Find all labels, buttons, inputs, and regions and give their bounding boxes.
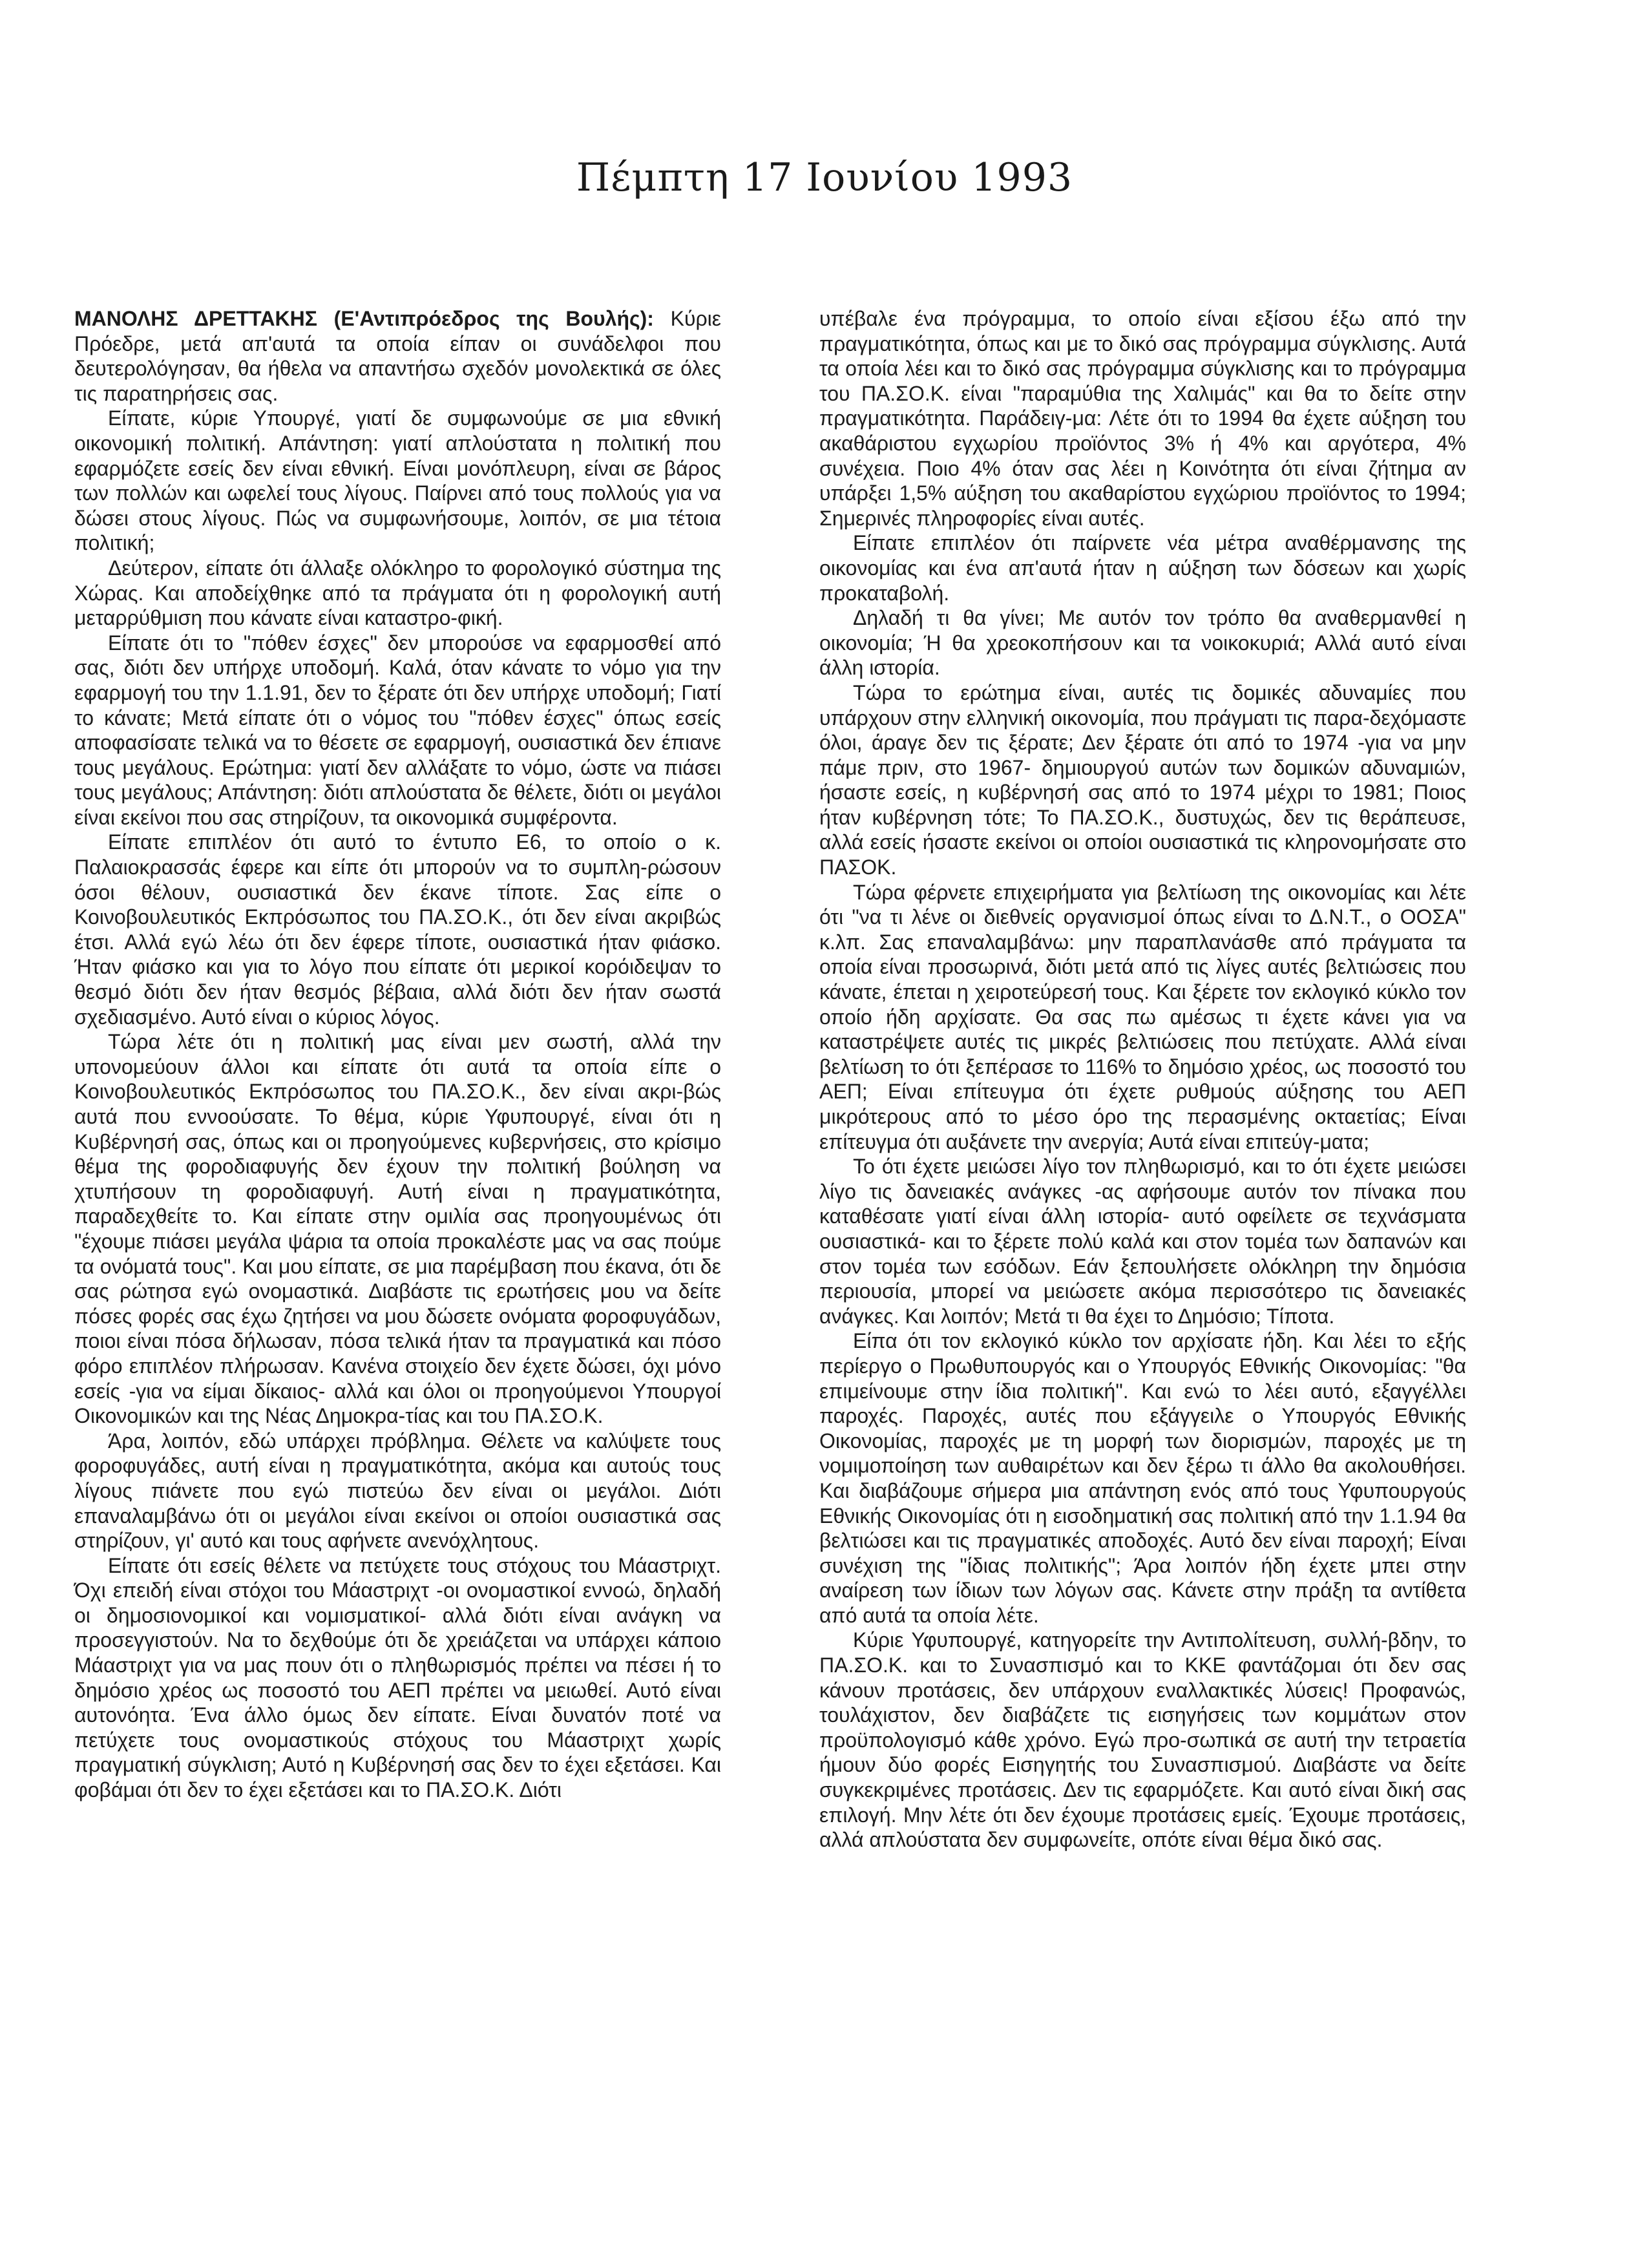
paragraph: Είπατε επιπλέον ότι αυτό το έντυπο Ε6, το οποίο ο κ. Παλαιοκρασσάς έφερε και είπε ότι μπορούν να το συμπλη-ρώσουν όσοι θέλουν, ουσιαστικά δεν έκανε τίποτε. Σας είπε ο Κοινοβουλευτικός Εκπρόσωπος του ΠΑ.ΣΟ.Κ., ότι δεν είναι ακριβώς έτσι. Αλλά εγώ λέω ότι δεν έφερε τίποτε, ουσιαστικά ήταν φιάσκο. Ήταν φιάσκο και για το λόγο που είπατε ότι μερικοί κορόιδεψαν το θεσμό διότι δεν ήταν θεσμός βέβαια, αλλά διότι δεν ήταν σωστά σχεδιασμένο. Αυτό είναι ο κύριος λόγος.	[74, 830, 721, 1029]
paragraph: Είπατε, κύριε Υπουργέ, γιατί δε συμφωνούμε σε μια εθνική οικονομική πολιτική. Απάντηση: γιατί απλούστατα η πολιτική που εφαρμόζετε εσείς δεν είναι εθνική. Είναι μονόπλευρη, είναι σε βάρος των πολλών και ωφελεί τους λίγους. Παίρνει από τους πολλούς για να δώσει στους λίγους. Πώς να συμφωνήσουμε, λοιπόν, σε μια τέτοια πολιτική;	[74, 406, 721, 555]
paragraph: Τώρα το ερώτημα είναι, αυτές τις δομικές αδυναμίες που υπάρχουν στην ελληνική οικονομία, που πράγματι τις παρα-δεχόμαστε όλοι, άραγε δεν τις ξέρατε; Δεν ξέρατε ότι από το 1974 -για να μην πάμε πριν, στο 1967- δημιουργού αυτών των δομικών αδυναμιών, ήσαστε εσείς, η κυβέρνησή σας από το 1974 μέχρι το 1981; Ποιος ήταν κυβέρνηση τότε; Το ΠΑ.ΣΟ.Κ., δυστυχώς, δεν τις θεράπευσε, αλλά εσείς ήσαστε εκείνοι οι οποίοι ουσιαστικά τις κληρονομήσατε στο ΠΑΣΟΚ.	[819, 680, 1466, 879]
continuation-paragraph: υπέβαλε ένα πρόγραμμα, το οποίο είναι εξίσου έξω από την πραγματικότητα, όπως και με το δικό σας πρόγραμμα σύγκλισης. Αυτά τα οποία λέει και το δικό σας πρόγραμμα σύγκλισης και το πρόγραμμα του ΠΑ.ΣΟ.Κ. είναι "παραμύθια της Χαλιμάς" και θα το δείτε στην πραγματικότητα. Παράδειγ-μα: Λέτε ότι το 1994 θα έχετε αύξηση του ακαθάριστου εγχωρίου προϊόντος 3% ή 4% και αργότερα, 4% συνέχεια. Ποιο 4% όταν σας λέει η Κοινότητα ότι είναι ζήτημα αν υπάρξει 1,5% αύξηση του ακαθαρίστου εγχώριου προϊόντος το 1994; Σημερινές πληροφορίες είναι αυτές.	[819, 307, 1466, 530]
paragraph: Είπατε ότι το "πόθεν έσχες" δεν μπορούσε να εφαρμοσθεί από σας, διότι δεν υπήρχε υποδομή. Καλά, όταν κάνατε το νόμο για την εφαρμογή του την 1.1.91, δεν το ξέρατε ότι δεν υπήρχε υποδομή; Γιατί το κάνατε; Μετά είπατε ότι ο νόμος του "πόθεν έσχες" όπως εσείς αποφασίσατε τελικά να το θέσετε σε εφαρμογή, ουσιαστικά δεν έπιανε τους μεγάλους. Ερώτημα: γιατί δεν αλλάξατε το νόμο, ώστε να πιάσει τους μεγάλους; Απάντηση: διότι απλούστατα δε θέλετε, διότι οι μεγάλοι είναι εκείνοι που σας στηρίζουν, τα οικονομικά συμφέροντα.	[74, 631, 721, 829]
paragraph: Είπατε ότι εσείς θέλετε να πετύχετε τους στόχους του Μάαστριχτ. Όχι επειδή είναι στόχοι του Μάαστριχτ -οι ονομαστικοί εννοώ, δηλαδή οι δημοσιονομικοί και νομισματικοί- αλλά διότι είναι ανάγκη να προσεγγιστούν. Να το δεχθούμε ότι δε χρειάζεται να υπάρχει κάποιο Μάαστριχτ για να μας πουν ότι ο πληθωρισμός πρέπει να πέσει ή το δημόσιο χρέος ως ποσοστό του ΑΕΠ πρέπει να μειωθεί. Αυτό είναι αυτονόητα. Ένα άλλο όμως δεν είπατε. Είναι δυνατόν ποτέ να πετύχετε τους ονομαστικούς στόχους του Μάαστριχτ χωρίς πραγματική σύγκλιση; Αυτό η Κυβέρνησή σας δεν το έχει εξετάσει. Και φοβάμαι ότι δεν το έχει εξετάσει και το ΠΑ.ΣΟ.Κ. Διότι	[74, 1553, 721, 1802]
paragraph: Τώρα λέτε ότι η πολιτική μας είναι μεν σωστή, αλλά την υπονομεύουν άλλοι και είπατε ότι αυτά τα οποία είπε ο Κοινοβουλευτικός Εκπρόσωπος του ΠΑ.ΣΟ.Κ., δεν είναι ακρι-βώς αυτά που εννοούσατε. Το θέμα, κύριε Υφυπουργέ, είναι ότι η Κυβέρνησή σας, όπως και οι προηγούμενες κυβερνήσεις, στο κρίσιμο θέμα της φοροδιαφυγής δεν έχουν την πολιτική βούληση να χτυπήσουν τη φοροδιαφυγή. Αυτή είναι η πραγματικότητα, παραδεχθείτε το. Και είπατε στην ομιλία σας προηγουμένως ότι "έχουμε πιάσει μεγάλα ψάρια τα οποία προκαλέστε μας να σας πούμε τα ονόματά τους". Και μου είπατε, σε μια παρέμβαση που έκανα, ότι δε σας ρώτησα εγώ ονομαστικά. Διαβάστε τις ερωτήσεις μου να δείτε πόσες φορές σας έχω ζητήσει να μου δώσετε ονόματα φοροφυγάδων, ποιοι είναι πόσα δήλωσαν, πόσα τελικά ήταν τα πραγματικά και πόσο φόρο επιπλέον πλήρωσαν. Κανένα στοιχείο δεν έχετε δώσει, όχι μόνο εσείς -για να είμαι δίκαιος- αλλά και όλοι οι προηγούμενοι Υπουργοί Οικονομικών και της Νέας Δημοκρα-τίας και του ΠΑ.ΣΟ.Κ.	[74, 1030, 721, 1428]
paragraph: Δεύτερον, είπατε ότι άλλαξε ολόκληρο το φορολογικό σύστημα της Χώρας. Και αποδείχθηκε από τα πράγματα ότι η φορολογική αυτή μεταρρύθμιση που κάνατε είναι καταστρο-φική.	[74, 556, 721, 630]
page-title: Πέμπτη 17 Ιουνίου 1993	[576, 155, 1073, 200]
paragraph: Είπα ότι τον εκλογικό κύκλο τον αρχίσατε ήδη. Και λέει το εξής περίεργο ο Πρωθυπουργός και ο Υπουργός Εθνικής Οικονομίας: "θα επιμείνουμε στην ίδια πολιτική". Και ενώ το λέει αυτό, εξαγγέλλει παροχές. Παροχές, αυτές που εξάγγειλε ο Υπουργός Εθνικής Οικονομίας, παροχές με τη μορφή των διορισμών, παροχές με τη νομιμοποίηση των αυθαιρέτων και δεν ξέρω τι άλλο θα ακολουθήσει. Και διαβάζουμε σήμερα μια απάντηση ενός από τους Υφυπουργούς Εθνικής Οικονομίας ότι η εισοδηματική σας πολιτική από την 1.1.94 θα βελτιώσει και τις πραγματικές αποδοχές. Αυτό δεν είναι παροχή; Είναι συνέχιση της "ίδιας πολιτικής"; Άρα λοιπόν ήδη έχετε μπει στην αναίρεση των ίδιων των λόγων σας. Κάνετε στην πράξη τα αντίθετα από αυτά τα οποία λέτε.	[819, 1329, 1466, 1627]
paragraph: Άρα, λοιπόν, εδώ υπάρχει πρόβλημα. Θέλετε να καλύψετε τους φοροφυγάδες, αυτή είναι η πραγματικότητα, ακόμα και αυτούς τους λίγους πιάνετε που εγώ πιστεύω δεν είναι οι μεγάλοι. Διότι επαναλαμβάνω ότι οι μεγάλοι είναι εκείνοι οι οποίοι ουσιαστικά σας στηρίζουν, γι' αυτό και τους αφήνετε ανενόχλητους.	[74, 1429, 721, 1553]
speaker-name: ΜΑΝΟΛΗΣ ΔΡΕΤΤΑΚΗΣ	[74, 307, 317, 330]
left-column	[74, 306, 721, 1803]
paragraph: Το ότι έχετε μειώσει λίγο τον πληθωρισμό, και το ότι έχετε μειώσει λίγο τις δανειακές ανάγκες -ας αφήσουμε αυτόν τον πίνακα που καταθέσατε γιατί είναι άλλη ιστορία- αυτό οφείλετε σε τεχνάσματα ουσιαστικά- και το ξέρετε πολύ καλά και στον τομέα των δαπανών και στον τομέα των εσόδων. Εάν ξεπουλήσετε ολόκληρη την δημόσια περιουσία, μπορεί να μειώσετε ακόμα περισσότερο τις δανειακές ανάγκες. Και λοιπόν; Μετά τι θα έχει το Δημόσιο; Τίποτα.	[819, 1155, 1466, 1328]
speaker-role: (Ε'Αντιπρόεδρος της Βουλής):	[333, 307, 654, 330]
paragraph: Κύριε Υφυπουργέ, κατηγορείτε την Αντιπολίτευση, συλλή-βδην, το ΠΑ.ΣΟ.Κ. και το Συνασπισμό και το ΚΚΕ φαντάζομαι ότι δεν σας κάνουν προτάσεις, δεν υπάρχουν εναλλακτικές λύσεις! Προφανώς, τουλάχιστον, δεν διαβάζετε τις εισηγήσεις των κομμάτων στον προϋπολογισμό κάθε χρόνο. Εγώ προ-σωπικά σε αυτή την τετραετία ήμουν δύο φορές Εισηγητής του Συνασπισμού. Διαβάστε να δείτε συγκεκριμένες προτάσεις. Δεν τις εφαρμόζετε. Και αυτό είναι δική σας επιλογή. Μην λέτε ότι δεν έχουμε προτάσεις εμείς. Έχουμε προτάσεις, αλλά απλούστατα δεν συμφωνείτε, οπότε είναι θέμα δικό σας.	[819, 1628, 1466, 1852]
right-column	[819, 306, 1466, 1853]
opening-text: Κύριε Πρόεδρε, μετά απ'αυτά τα οποία είπαν οι συνάδελφοι που δευτερολόγησαν, θα ήθελα να απαντήσω σχεδόν μονολεκτικά σε όλες τις παρατηρήσεις σας.	[74, 307, 722, 405]
opening-paragraph	[74, 306, 721, 406]
paragraph: Τώρα φέρνετε επιχειρήματα για βελτίωση της οικονομίας και λέτε ότι "να τι λένε οι διεθνείς οργανισμοί όπως είναι το Δ.Ν.Τ., ο ΟΟΣΑ" κ.λπ. Σας επαναλαμβάνω: μην παραπλανάσθε από πράγματα τα οποία είναι προσωρινά, διότι μετά από τις λίγες αυτές βελτιώσεις που κάνατε, έπεται η χειροτεύρεσή τους. Και ξέρετε τον εκλογικό κύκλο τον οποίο ήδη αρχίσατε. Θα σας πω αμέσως τι έχετε κάνει για να καταστρέψετε αυτές τις μικρές βελτιώσεις που πετύχατε. Αλλά είναι βελτίωση το ότι ξεπέρασε το 116% το δημόσιο χρέος, ως ποσοστό του ΑΕΠ; Είναι επίτευγμα ότι έχετε ρυθμούς αύξησης του ΑΕΠ μικρότερους από το μέσο όρο της περασμένης οκταετίας; Είναι επίτευγμα ότι αυξάνετε την ανεργία; Αυτά είναι επιτεύγ-ματα;	[819, 880, 1466, 1153]
paragraph: Δηλαδή τι θα γίνει; Με αυτόν τον τρόπο θα αναθερμανθεί η οικονομία; Ή θα χρεοκοπήσουν και τα νοικοκυριά; Αλλά αυτό είναι άλλη ιστορία.	[819, 606, 1466, 680]
paragraph: Είπατε επιπλέον ότι παίρνετε νέα μέτρα αναθέρμανσης της οικονομίας και ένα απ'αυτά ήταν η αύξηση των δόσεων και χωρίς προκαταβολή.	[819, 531, 1466, 605]
